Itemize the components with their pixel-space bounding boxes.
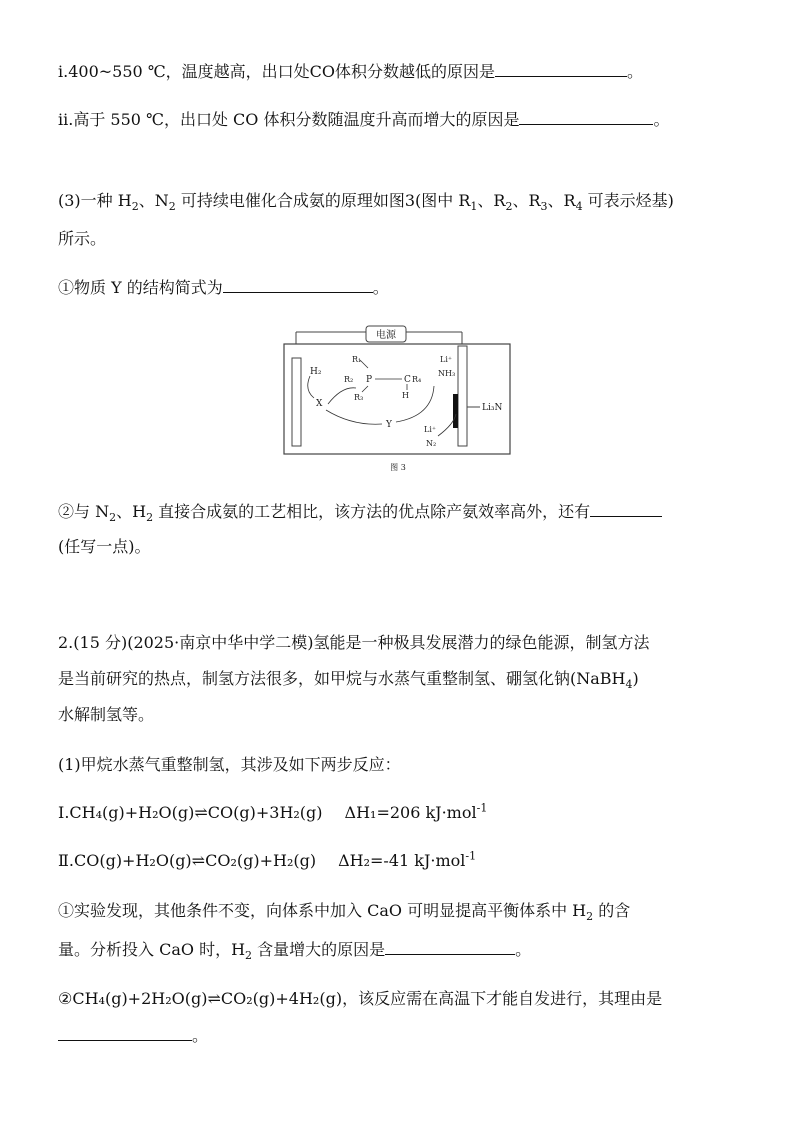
q2-line2 xyxy=(58,668,639,690)
right-electrode xyxy=(458,346,467,446)
subscript: 2 xyxy=(586,910,594,924)
answer-blank-y-structure[interactable] xyxy=(223,276,373,293)
answer-blank-spontaneous[interactable] xyxy=(58,1024,192,1041)
q2-head-text: 2.(15 分)(2025·南京中华中学二模)氢能是一种极具发展潜力的绿色能源，制氢方法 xyxy=(58,633,650,652)
q2-line3 xyxy=(58,704,154,726)
reaction-i-enthalpy: ΔH₁=206 kJ·mol xyxy=(344,803,477,822)
q2-c1 xyxy=(58,900,630,922)
q2-c1-text-end: 的含 xyxy=(593,901,631,920)
reaction-i xyxy=(58,802,487,824)
r2-label: R₂ xyxy=(344,375,354,384)
reaction-ii-label: Ⅱ. xyxy=(58,851,74,870)
q3-intro-line2 xyxy=(58,228,106,250)
li3n-layer xyxy=(453,394,458,428)
subscript: 2 xyxy=(146,511,154,525)
period: 。 xyxy=(372,278,389,297)
subscript: 2 xyxy=(109,511,117,525)
h-atom: H xyxy=(402,391,409,400)
period: 。 xyxy=(192,1026,209,1045)
answer-blank-advantage[interactable] xyxy=(590,500,662,517)
superscript: -1 xyxy=(465,849,477,863)
arrow-y-to-x xyxy=(326,410,382,424)
subscript: 4 xyxy=(575,200,583,214)
subscript: 4 xyxy=(625,678,633,692)
q2-line3-text: 水解制氢等。 xyxy=(58,705,155,724)
q3-intro2-text: 所示。 xyxy=(58,229,107,248)
figure-caption: 图 3 xyxy=(390,463,406,472)
q2-c1-line2 xyxy=(58,938,531,961)
superscript: -1 xyxy=(476,801,488,815)
r1-label: R₁ xyxy=(352,355,362,364)
arrow-h2-to-x xyxy=(308,376,314,398)
c-atom: C xyxy=(404,375,411,385)
reaction-ii xyxy=(58,850,476,872)
q2-c1-text: ①实验发现，其他条件不变，向体系中加入 CaO 可明显提高平衡体系中 H xyxy=(58,901,587,920)
q1-item-i xyxy=(58,60,643,83)
q2-heading xyxy=(58,632,650,654)
subscript: 2 xyxy=(505,200,513,214)
q3-sub1-text: ①物质 Y 的结构简式为 xyxy=(58,278,223,297)
q3-intro-text: 、R xyxy=(547,191,576,210)
q3-intro-text: 、N xyxy=(138,191,169,210)
q2-line2-text: 是当前研究的热点，制氢方法很多，如甲烷与水蒸气重整制氢、硼氢化钠(NaBH xyxy=(58,669,626,688)
q3-intro-text: 、R xyxy=(477,191,506,210)
h2-label: H₂ xyxy=(310,367,322,377)
item-ii-text: 高于 550 ℃，出口处 CO 体积分数随温度升高而增大的原因是 xyxy=(73,110,520,129)
q3-intro-text: 、R xyxy=(512,191,541,210)
q3-sub2-text: ②与 N xyxy=(58,502,110,521)
q3-sub2 xyxy=(58,500,662,523)
q1-item-ii xyxy=(58,108,670,131)
bond xyxy=(360,360,368,368)
item-i-text: 400~550 ℃，温度越高，出口处CO体积分数越低的原因是 xyxy=(68,62,496,81)
q2-c2-line2 xyxy=(58,1024,208,1047)
x-label: X xyxy=(316,399,323,409)
reaction-i-equation: CH₄(g)+H₂O(g)⇌CO(g)+3H₂(g) xyxy=(69,803,323,822)
r4-label: R₄ xyxy=(412,375,422,384)
q3-sub1 xyxy=(58,276,389,299)
q2-c1-line2-text: 含量增大的原因是 xyxy=(252,940,386,959)
q3-sub2-text2: (任写一点)。 xyxy=(58,537,151,556)
q3-sub2-text: 直接合成氨的工艺相比，该方法的优点除产氨效率高外，还有 xyxy=(153,502,591,521)
p-atom: P xyxy=(366,375,373,385)
reaction-i-label: Ⅰ. xyxy=(58,803,70,822)
q3-sub2-text: 、H xyxy=(116,502,147,521)
subscript: 3 xyxy=(540,200,548,214)
q2-part1-text: (1)甲烷水蒸气重整制氢，其涉及如下两步反应： xyxy=(58,755,401,774)
subscript: 1 xyxy=(470,200,478,214)
q2-c2 xyxy=(58,988,662,1010)
q3-intro-text: 可表示烃基) xyxy=(582,191,674,210)
r3-label: R₃ xyxy=(354,393,364,402)
arrow-x-to-complex xyxy=(328,388,356,404)
q3-intro-text: 可持续电催化合成氨的原理如图3(图中 R xyxy=(175,191,471,210)
item-ii-label: ⅱ. xyxy=(58,110,74,129)
answer-blank-i[interactable] xyxy=(495,60,627,77)
li-plus-top: Li⁺ xyxy=(440,355,453,364)
q3-intro xyxy=(58,190,674,212)
li-plus-bottom: Li⁺ xyxy=(424,425,437,434)
left-electrode xyxy=(292,358,301,446)
li3n-label: Li₃N xyxy=(482,403,503,413)
q2-part1 xyxy=(58,754,401,776)
period: 。 xyxy=(515,940,532,959)
subscript: 2 xyxy=(245,949,253,963)
item-i-label: ⅰ. xyxy=(58,62,69,81)
period: 。 xyxy=(627,62,644,81)
answer-blank-ii[interactable] xyxy=(519,108,653,125)
q3-sub2-line2 xyxy=(58,536,151,558)
n2-label: N₂ xyxy=(426,439,437,448)
power-label: 电源 xyxy=(376,330,396,341)
subscript: 2 xyxy=(168,200,176,214)
y-label: Y xyxy=(386,420,392,430)
answer-blank-cao[interactable] xyxy=(385,938,515,955)
bond xyxy=(362,386,368,392)
reaction-ii-enthalpy: ΔH₂=-41 kJ·mol xyxy=(338,851,466,870)
q3-intro-text: (3)一种 H xyxy=(58,191,132,210)
period: 。 xyxy=(653,110,670,129)
reaction-ii-equation: CO(g)+H₂O(g)⇌CO₂(g)+H₂(g) xyxy=(73,851,317,870)
nh3-label: NH₃ xyxy=(438,369,456,378)
q2-line2-end: ) xyxy=(632,669,639,688)
figure-3-diagram xyxy=(282,324,512,474)
q2-c2-text: ②CH₄(g)+2H₂O(g)⇌CO₂(g)+4H₂(g)，该反应需在高温下才能自发进行，其理由是 xyxy=(58,989,663,1008)
q2-c1-line2-text: 量。分析投入 CaO 时，H xyxy=(58,940,246,959)
subscript: 2 xyxy=(131,200,139,214)
